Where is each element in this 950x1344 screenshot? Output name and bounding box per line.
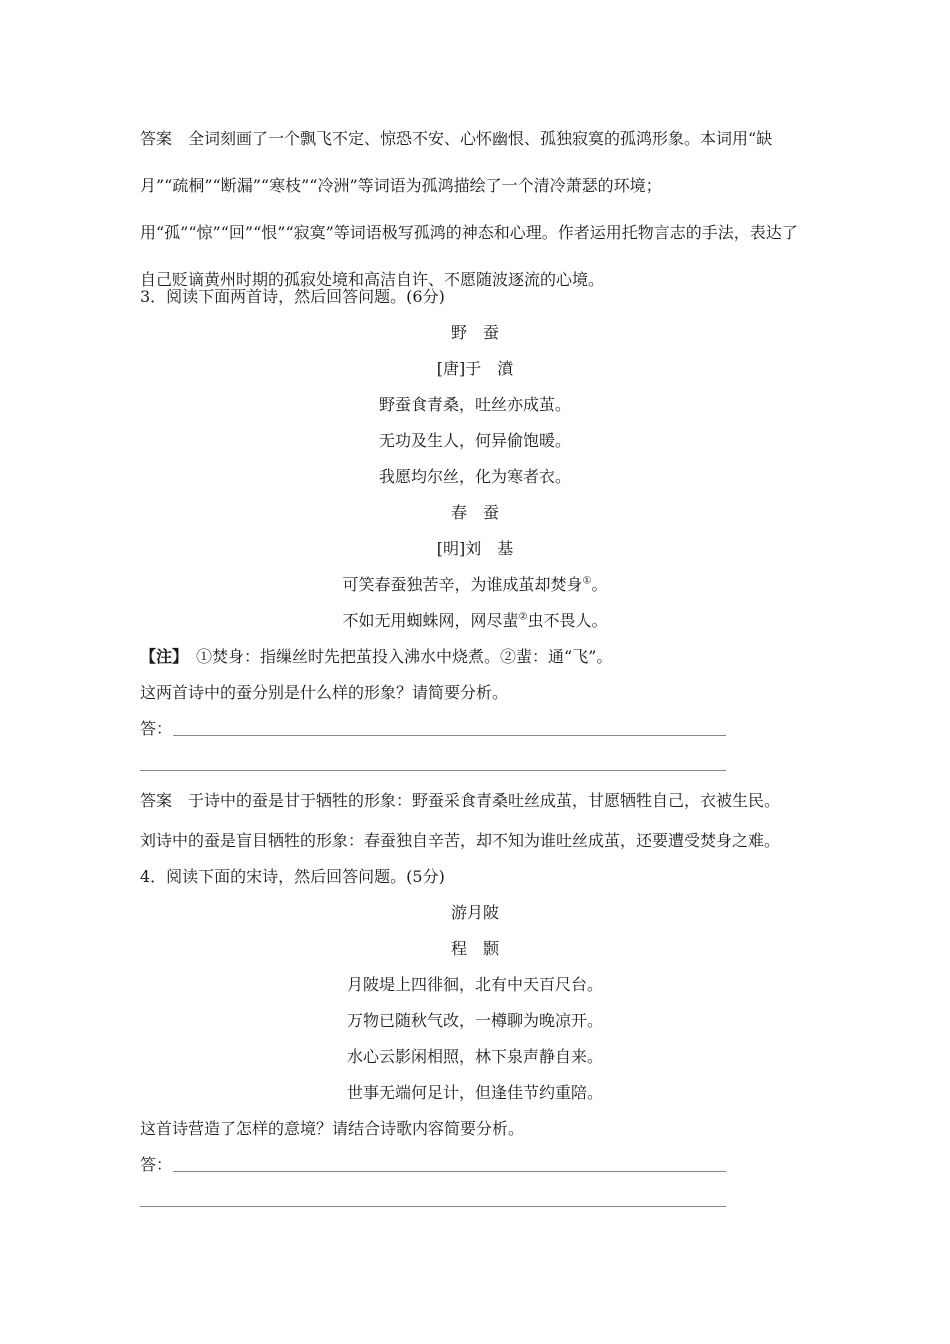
poem-line: 无功及生人，何异偷饱暖。 [378,431,571,450]
answer-line[interactable] [173,735,726,736]
poem-line: 世事无端何足计，但逢佳节约重陪。 [346,1083,603,1102]
answer-label: 答案 [140,791,173,810]
answer-label: 答案 [140,129,173,148]
answer-paragraph-q2 [140,115,812,303]
poem-author: [唐]于 濆 [436,359,514,378]
poem-line: 我愿均尔丝，化为寒者衣。 [378,467,571,486]
answer-line[interactable] [140,1206,726,1207]
poem-line: 万物已随秋气改，一樽聊为晚凉开。 [346,1011,603,1030]
footnote-marker: ② [518,611,528,623]
question-prompt: 这两首诗中的蚕分别是什么样的形象？请简要分析。 [140,683,509,702]
answer-line-1 [140,791,812,811]
answer-prompt: 答： [140,719,173,738]
answer-text: 全词刻画了一个飘飞不定、惊恐不安、心怀幽恨、孤独寂寞的孤鸿形象。本词用“缺月”“疏桐”“断漏”“寒枝”“冷洲”等词语为孤鸿描绘了一个清冷萧瑟的环境；用“孤”“惊”“回”“恨”“寂寞”等词语极写孤鸿的神态和心理。作者运用托物言志的手法，表达了自己贬谪黄州时期的孤寂处境和高洁自许、不愿随波逐流的心境。 [140,129,798,289]
note-label: 【注】 [140,647,189,666]
answer-text: 于诗中的蚕是甘于牺牲的形象：野蚕采食青桑吐丝成茧，甘愿牺牲自己，衣被生民。 [188,791,781,810]
poem-title: 游月陂 [450,903,499,922]
question-prompt: 这首诗营造了怎样的意境？请结合诗歌内容简要分析。 [140,1119,525,1138]
poem-line-end: 。 [591,575,608,594]
poem-line: 野蚕食青桑，吐丝亦成茧。 [378,395,571,414]
poem-line [0,575,950,595]
footnote [140,647,812,667]
poem-author: [明]刘 基 [436,539,514,558]
poem-line-end: 虫不畏人。 [527,611,608,630]
question-heading-3: 3．阅读下面两首诗，然后回答问题。(6分) [140,287,445,306]
answer-line[interactable] [173,1171,726,1172]
footnote-marker: ① [582,575,592,587]
note-text: ①焚身：指缫丝时先把茧投入沸水中烧煮。②蜚：通“飞”。 [196,647,613,666]
poem-line [0,611,950,631]
answer-line[interactable] [140,770,726,771]
question-heading-4: 4．阅读下面的宋诗，然后回答问题。(5分) [140,867,445,886]
poem-line: 月陂堤上四徘徊，北有中天百尺台。 [346,975,603,994]
poem-line-text: 不如无用蜘蛛网，网尽蜚 [342,611,519,630]
answer-prompt: 答： [140,1155,173,1174]
poem-author: 程 颢 [450,939,499,958]
answer-line-2: 刘诗中的蚕是盲目牺牲的形象：春蚕独自辛苦，却不知为谁吐丝成茧，还要遭受焚身之难。 [140,831,781,850]
poem-line: 水心云影闲相照，林下泉声静自来。 [346,1047,603,1066]
poem-title: 野 蚕 [450,323,499,342]
poem-line-text: 可笑春蚕独苦辛，为谁成茧却焚身 [342,575,583,594]
poem-title: 春 蚕 [450,503,499,522]
